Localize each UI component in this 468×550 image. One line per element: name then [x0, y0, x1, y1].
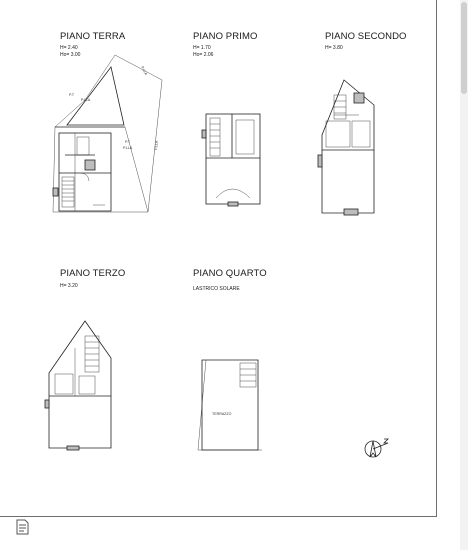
plan-height-h: H= 1.70 [193, 45, 211, 51]
plan-title-piano-quarto: PIANO QUARTO [193, 268, 267, 279]
notes-icon[interactable] [14, 519, 30, 535]
room-label: P.LLA [123, 146, 133, 150]
floor-plan-piano-primo [202, 110, 262, 210]
plan-height-ho: Ho= 3.00 [60, 52, 81, 58]
north-arrow-icon [362, 437, 392, 467]
plan-title-piano-primo: PIANO PRIMO [193, 31, 258, 42]
room-label: P.T [125, 140, 131, 144]
floor-plan-piano-terra [45, 55, 175, 215]
room-label: P.LLA [81, 98, 91, 102]
floor-plan-piano-quarto [192, 355, 267, 455]
road-label: P.LLA [140, 65, 149, 76]
plan-height-h: H= 3.20 [60, 283, 78, 289]
plan-height-h: H= 3.80 [325, 45, 343, 51]
scrollbar-thumb[interactable] [461, 2, 467, 94]
plan-title-piano-secondo: PIANO SECONDO [325, 31, 407, 42]
road-label: P.LLA [154, 140, 159, 151]
room-label: P.T [69, 93, 75, 97]
plan-height-h: H= 2.40 [60, 45, 78, 51]
floor-plan-piano-terzo [45, 318, 120, 453]
plan-subtitle-lastrico: LASTRICO SOLARE [193, 286, 240, 292]
plan-title-piano-terzo: PIANO TERZO [60, 268, 126, 279]
floor-plan-piano-secondo [314, 75, 384, 220]
plan-title-piano-terra: PIANO TERRA [60, 31, 126, 42]
room-label-terrazzo: TERRAZZO [212, 412, 232, 416]
plan-height-ho: Ho= 2.06 [193, 52, 214, 58]
